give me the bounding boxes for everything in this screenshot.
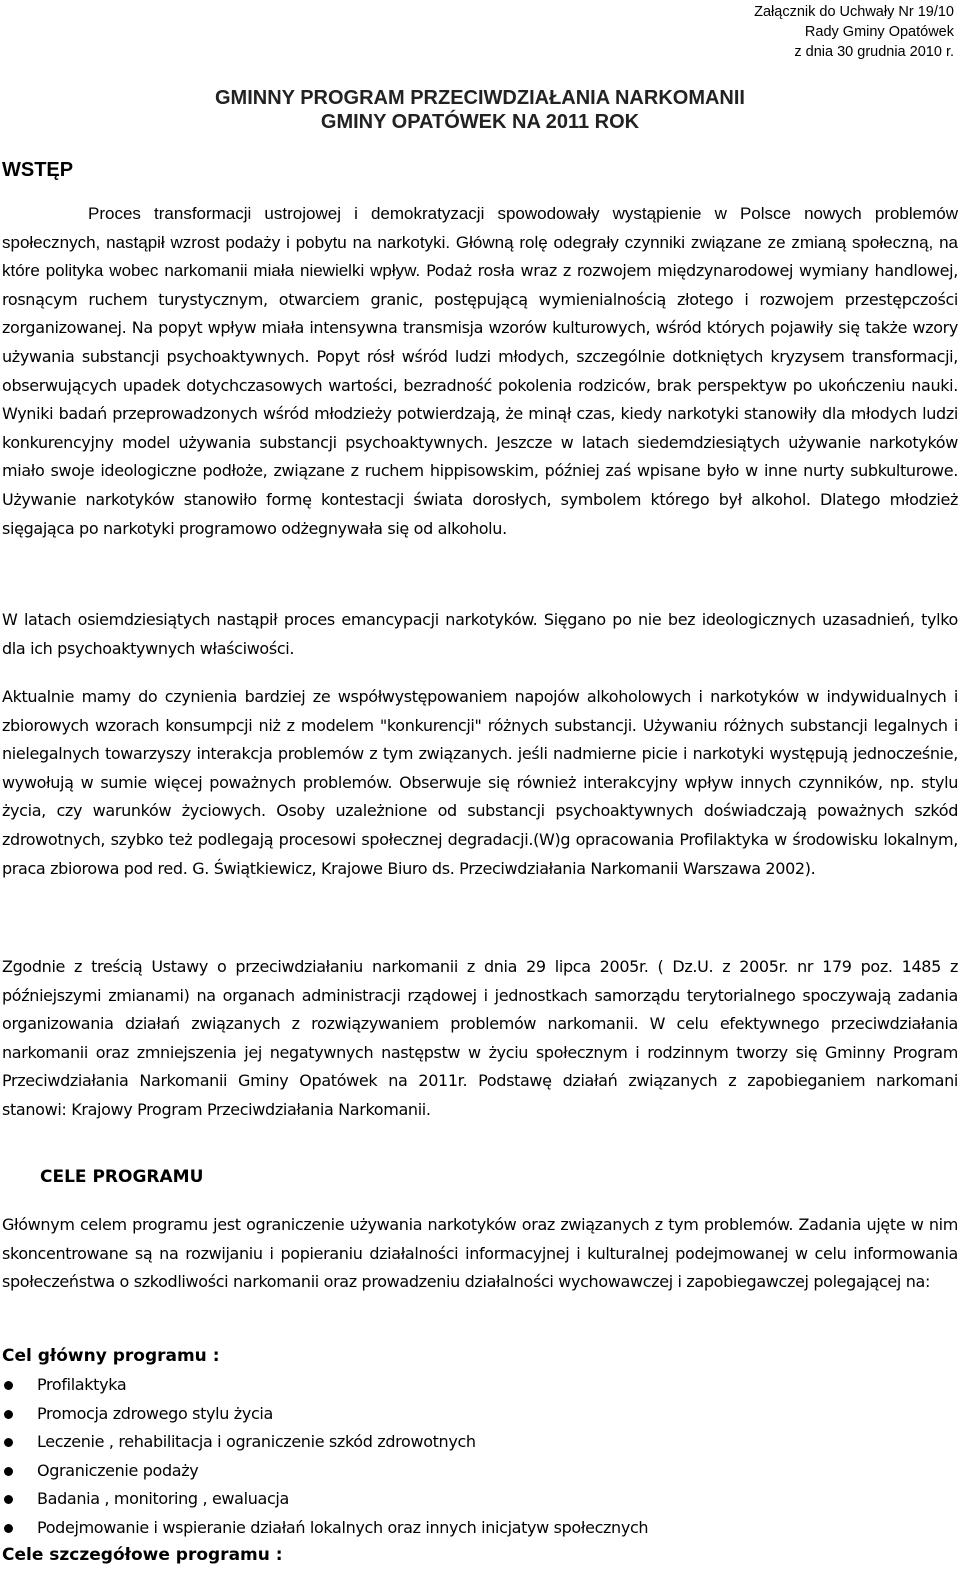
goals-paragraph: Głównym celem programu jest ograniczenie używania narkotyków oraz związanych z tym problemów. Zadania ujęte w nim skoncentrowane są na rozwijaniu i popieraniu działalności informacyjnej i kulturalnej podejmowanej w celu informowania społeczeństwa o szkodliwości narkomanii oraz prowadzeniu działalności wychowawczej i zapobiegawczej polegającej na: — [2, 1215, 958, 1292]
list-item-label: Badania , monitoring , ewaluacja — [37, 1489, 289, 1509]
list-item-label: Ograniczenie podaży — [37, 1460, 199, 1480]
intro-paragraph-2: W latach osiemdziesiątych nastąpił proces emancypacji narkotyków. Sięgano po nie bez ideologicznych uzasadnień, tylko dla ich psychoaktywnych właściwości. — [2, 610, 958, 658]
list-item — [0, 1428, 648, 1457]
list-item — [0, 1457, 648, 1486]
bullet-icon — [4, 1524, 13, 1533]
list-item — [0, 1400, 648, 1429]
title-line-1: GMINNY PROGRAM PRZECIWDZIAŁANIA NARKOMANII — [215, 87, 745, 109]
bullet-icon — [4, 1467, 13, 1476]
goals-heading: CELE PROGRAMU — [40, 1167, 204, 1187]
attachment-line-3: z dnia 30 grudnia 2010 r. — [794, 44, 954, 60]
list-item — [0, 1371, 648, 1400]
bullet-icon — [4, 1381, 13, 1390]
attachment-line-1: Załącznik do Uchwały Nr 19/10 — [754, 4, 954, 20]
attachment-line-2: Rady Gminy Opatówek — [804, 24, 954, 40]
list-item-label: Leczenie , rehabilitacja i ograniczenie szkód zdrowotnych — [37, 1432, 476, 1452]
intro-paragraph-3: Aktualnie mamy do czynienia bardziej ze współwystępowaniem napojów alkoholowych i narkotyków w indywidualnych i zbiorowych wzorach konsumpcji niż z modelem "konkurencji" różnych substancji. Używaniu różnych substancji legalnych i nielegalnych towarzyszy interakcja problemów z tym związanych. jeśli nadmierne picie i narkotyki występują jednocześnie, wywołują w sumie więcej poważnych problemów. Obserwuje się również interakcyjny wpływ innych czynników, np. stylu życia, czy warunków życiowych. Osoby uzależnione od substancji psychoaktywnych doświadczają poważnych szkód zdrowotnych, szybko też podlegają procesowi społecznej degradacji.(W)g opracowania Profilaktyka w środowisku lokalnym, praca zbiorowa pod red. G. Świątkiewicz, Krajowe Biuro ds. Przeciwdziałania Narkomanii Warszawa 2002). — [2, 687, 958, 878]
intro-heading: WSTĘP — [2, 159, 74, 181]
intro-paragraph-1 — [2, 200, 958, 543]
title-line-2: GMINY OPATÓWEK NA 2011 ROK — [320, 111, 640, 133]
bullet-icon — [4, 1438, 13, 1447]
bullet-icon — [4, 1410, 13, 1419]
intro-paragraph-1-sans: Proces transformacji ustrojowej i demokratyzacji spowodowały wystąpienie w Polsce nowych problemów społecznych, nastąpił wzrost podaży i pobytu na narkotyki. Główną rolę odegrały czynniki związane ze zmianą społeczną, na które polityka wobec narkomanii miała niewielki wpływ. — [2, 204, 958, 281]
list-item-label: Promocja zdrowego stylu życia — [37, 1403, 273, 1423]
detailed-goals-heading: Cele szczegółowe programu : — [2, 1545, 283, 1565]
list-item-label: Profilaktyka — [37, 1375, 127, 1394]
main-goal-heading: Cel główny programu : — [2, 1346, 220, 1366]
intro-paragraph-1-rest: Podaż rosła wraz z rozwojem międzynarodowej wymiany handlowej, rosnącym ruchem turystycznym, otwarciem granic, postępującą wymienialnością złotego i rozwojem przestępczości zorganizowanej. Na popyt wpływ miała intensywna transmisja wzorów kulturowych, wśród których pojawiły się także wzory używania substancji psychoaktywnych. Popyt rósł wśród ludzi młodych, szczególnie dotkniętych kryzysem transformacji, obserwujących upadek dotychczasowych wartości, bezradność pokolenia rodziców, brak perspektyw po ukończeniu nauki. Wyniki badań przeprowadzonych wśród młodzieży potwierdzają, że minął czas, kiedy narkotyki stanowiły dla młodych ludzi konkurencyjny model używania substancji psychoaktywnych. Jeszcze w latach siedemdziesiątych używanie narkotyków miało swoje ideologiczne podłoże, związane z ruchem hippisowskim, później zaś wpisane było w inne nurty subkulturowe. Używanie narkotyków stanowiło formę kontestacji świata dorosłych, symbolem którego był alkohol. Dlatego młodzież sięgająca po narkotyki programowo odżegnywała się od alkoholu. — [2, 261, 958, 538]
list-item — [0, 1514, 648, 1543]
attachment-note — [754, 2, 954, 62]
document-title — [0, 86, 960, 134]
list-item — [0, 1485, 648, 1514]
main-goal-list — [0, 1371, 648, 1543]
intro-paragraph-4: Zgodnie z treścią Ustawy o przeciwdziałaniu narkomanii z dnia 29 lipca 2005r. ( Dz.U. z 2005r. nr 179 poz. 1485 z późniejszymi zmianami) na organach administracji rządowej i jednostkach samorządu terytorialnego spoczywają zadania organizowania działań związanych z rozwiązywaniem problemów narkomanii. W celu efektywnego przeciwdziałania narkomanii oraz zmniejszenia jej negatywnych następstw w życiu społecznym i rodzinnym tworzy się Gminny Program Przeciwdziałania Narkomanii Gminy Opatówek na 2011r. Podstawę działań związanych z zapobieganiem narkomani stanowi: Krajowy Program Przeciwdziałania Narkomanii. — [2, 957, 958, 1119]
list-item-label: Podejmowanie i wspieranie działań lokalnych oraz innych inicjatyw społecznych — [37, 1517, 649, 1537]
bullet-icon — [4, 1495, 13, 1504]
